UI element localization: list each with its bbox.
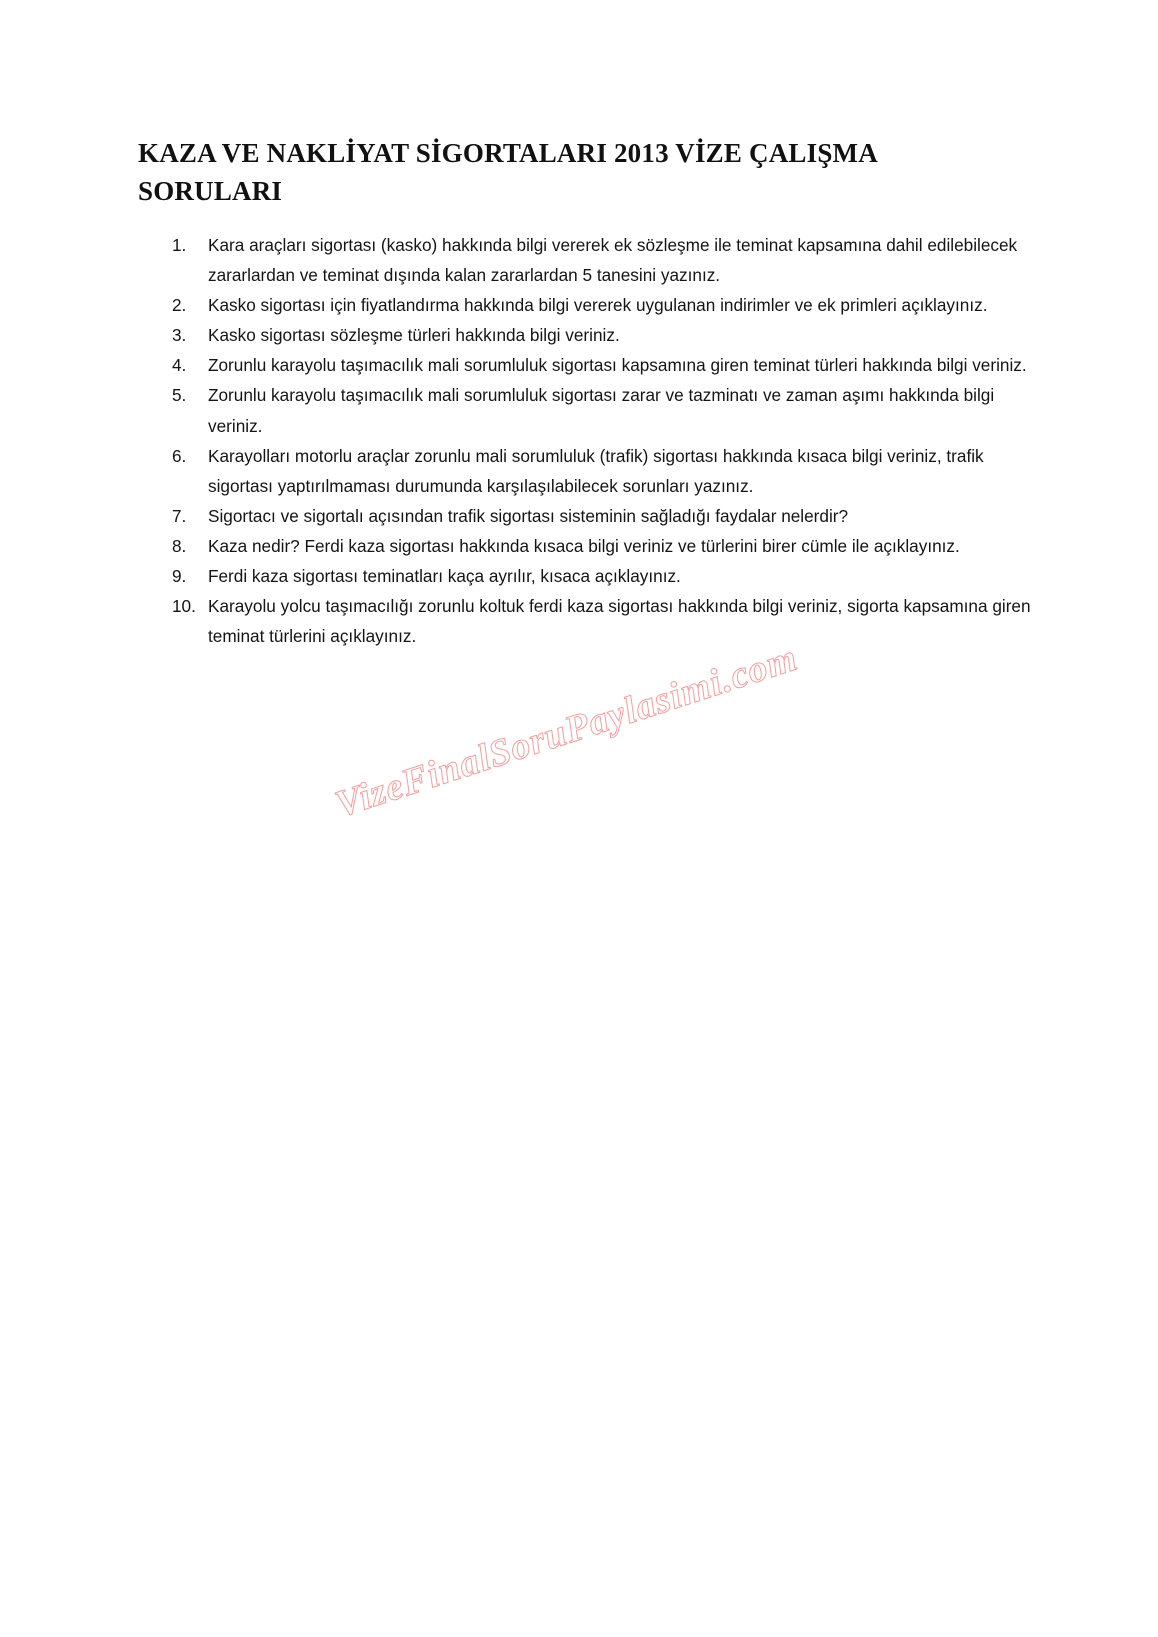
- question-list: [172, 230, 1032, 651]
- question-number: 1.: [172, 235, 187, 255]
- question-item: [172, 591, 1032, 651]
- question-text: Kara araçları sigortası (kasko) hakkında bilgi vererek ek sözleşme ile teminat kapsamına dahil edilebilecek zararlardan ve teminat dışında kalan zararlardan 5 tanesini yazınız.: [208, 235, 1018, 286]
- question-text: Sigortacı ve sigortalı açısından trafik sigortası sisteminin sağladığı faydalar nelerdir?: [208, 505, 849, 526]
- question-item: [172, 230, 1032, 290]
- question-item: [172, 380, 1032, 440]
- question-item: [172, 531, 1032, 561]
- question-number: 9.: [172, 566, 187, 587]
- question-text: Kasko sigortası için fiyatlandırma hakkında bilgi vererek uygulanan indirimler ve ek primleri açıklayınız.: [208, 295, 988, 316]
- question-text: Kasko sigortası sözleşme türleri hakkında bilgi veriniz.: [208, 325, 620, 346]
- question-number: 8.: [172, 535, 187, 556]
- question-number: 4.: [172, 355, 187, 376]
- question-number: 7.: [172, 505, 187, 526]
- question-text: Zorunlu karayolu taşımacılık mali sorumluluk sigortası kapsamına giren teminat türleri hakkında bilgi veriniz.: [208, 355, 1027, 376]
- question-item: [172, 350, 1032, 380]
- question-number: 5.: [172, 385, 187, 406]
- question-number: 6.: [172, 445, 187, 466]
- question-item: [172, 290, 1032, 320]
- question-text: Karayolları motorlu araçlar zorunlu mali sorumluluk (trafik) sigortası hakkında kısaca bilgi veriniz, trafik sigortası yaptırılmaması durumunda karşılaşılabilecek sorunları yazınız.: [208, 445, 984, 496]
- question-text: Zorunlu karayolu taşımacılık mali sorumluluk sigortası zarar ve tazminatı ve zaman aşımı hakkında bilgi veriniz.: [208, 385, 995, 436]
- question-text: Karayolu yolcu taşımacılığı zorunlu koltuk ferdi kaza sigortası hakkında bilgi veriniz, sigorta kapsamına giren teminat türlerini açıklayınız.: [208, 596, 1031, 647]
- document-title: KAZA VE NAKLİYAT SİGORTALARI 2013 VİZE ÇALIŞMA SORULARI: [138, 138, 877, 206]
- question-item: [172, 320, 1032, 350]
- watermark: VizeFinalSoruPaylasimi.com: [330, 636, 803, 826]
- question-item: [172, 561, 1032, 591]
- question-item: [172, 441, 1032, 501]
- question-item: [172, 501, 1032, 531]
- question-number: 10.: [172, 596, 196, 617]
- question-number: 2.: [172, 295, 187, 316]
- question-number: 3.: [172, 325, 187, 346]
- question-text: Ferdi kaza sigortası teminatları kaça ayrılır, kısaca açıklayınız.: [208, 566, 681, 587]
- question-text: Kaza nedir? Ferdi kaza sigortası hakkında kısaca bilgi veriniz ve türlerini birer cümle ile açıklayınız.: [208, 535, 960, 556]
